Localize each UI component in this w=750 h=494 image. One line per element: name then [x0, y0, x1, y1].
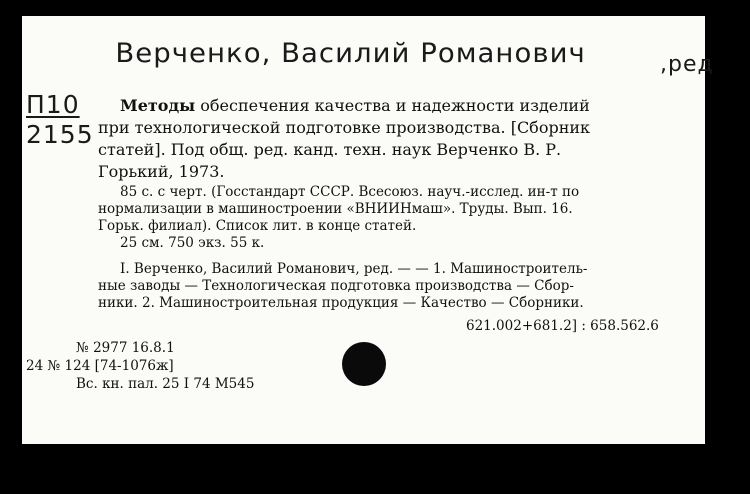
- title-lead-word: Методы: [120, 96, 196, 115]
- call-number-bottom: 2155: [26, 120, 94, 149]
- punch-hole: [342, 342, 386, 386]
- handwritten-author: Верченко, Василий Романович: [115, 38, 586, 69]
- classification-index: 621.002+681.2] : 658.562.6: [466, 318, 659, 334]
- title-line-1-rest: обеспечения качества и надежности изделий: [200, 96, 590, 115]
- registry-line-2: 24 № 124 [74-1076ж]: [26, 358, 174, 374]
- tracings-line-1: I. Верченко, Василий Романович, ред. — — 1. Машиностроитель-: [120, 261, 588, 277]
- tracings-line-3: ники. 2. Машиностроительная продукция — Качество — Сборники.: [98, 295, 584, 311]
- physical-line-2: нормализации в машиностроении «ВНИИНмаш». Труды. Вып. 16.: [98, 201, 573, 217]
- catalog-card: [22, 16, 714, 444]
- call-number-top: П10: [26, 90, 80, 119]
- title-line-4: Горький, 1973.: [98, 162, 225, 181]
- title-line-1: [120, 98, 590, 114]
- title-line-3: статей]. Под общ. ред. канд. техн. наук Верченко В. Р.: [98, 140, 562, 159]
- registry-line-3: Вс. кн. пал. 25 I 74 М545: [76, 376, 255, 392]
- registry-line-1: № 2977 16.8.1: [76, 340, 175, 356]
- physical-line-3: Горьк. филиал). Список лит. в конце статей.: [98, 218, 417, 234]
- title-line-2: при технологической подготовке производства. [Сборник: [98, 118, 591, 137]
- physical-line-4: 25 см. 750 экз. 55 к.: [120, 235, 265, 251]
- handwritten-role: ,ред: [660, 52, 714, 77]
- physical-line-1: 85 с. с черт. (Госстандарт СССР. Всесоюз. науч.-исслед. ин-т по: [120, 184, 580, 200]
- tracings-line-2: ные заводы — Технологическая подготовка производства — Сбор-: [98, 278, 574, 294]
